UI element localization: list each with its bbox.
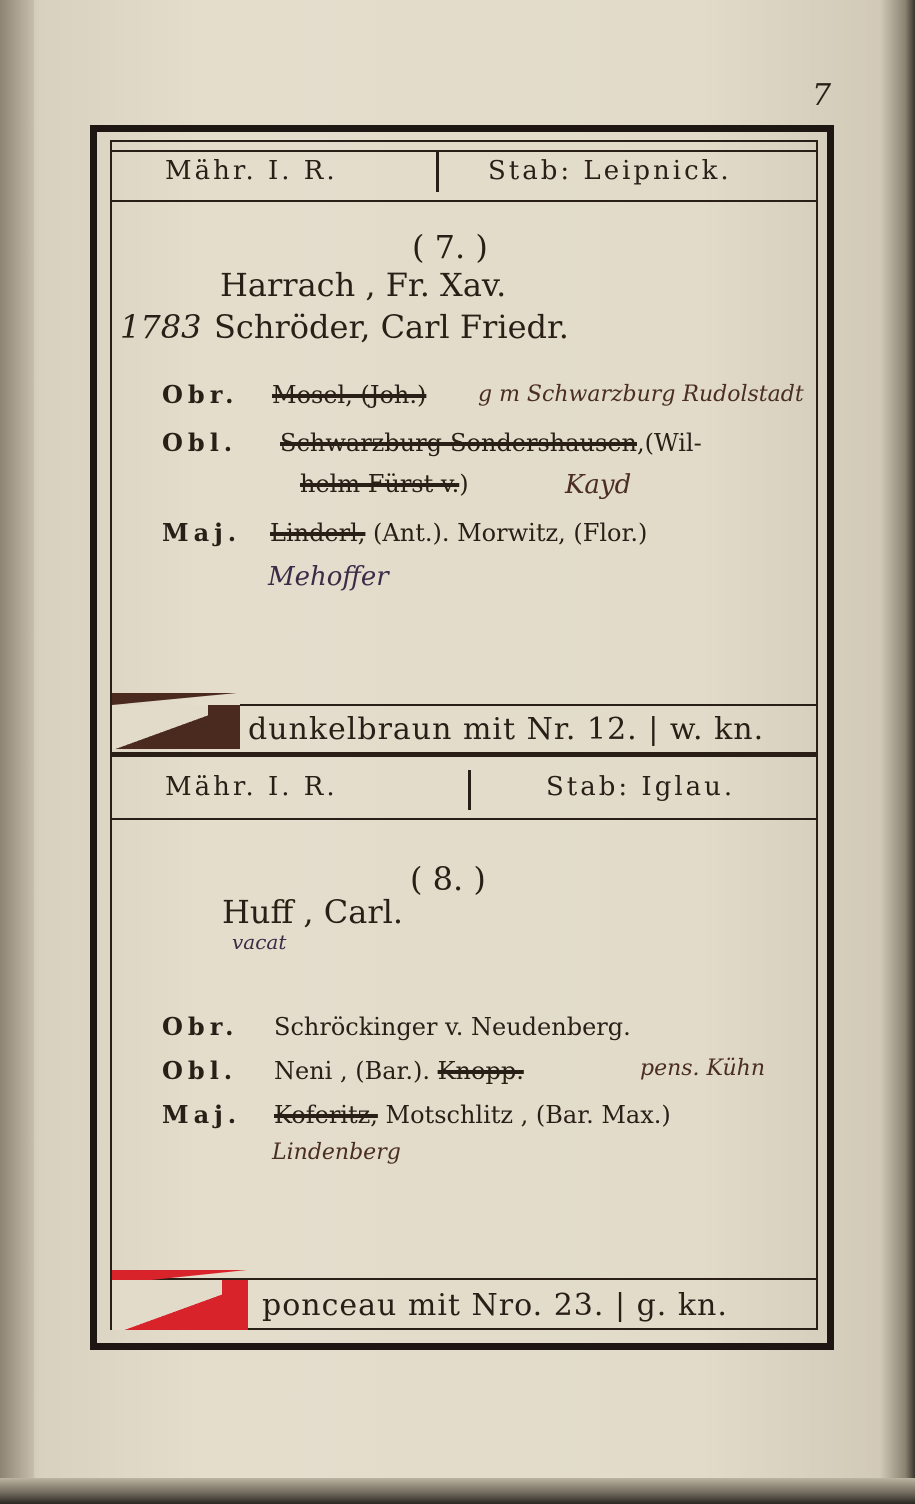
entry-8-obl-label: Obl. — [162, 1056, 238, 1085]
entry-8-number: ( 8. ) — [410, 860, 486, 898]
entry-8-staff: Stab: Iglau. — [546, 772, 736, 802]
entry-7-regiment: Mähr. I. R. — [165, 156, 338, 186]
page-gutter — [0, 0, 34, 1504]
page-bottom-edge — [0, 1478, 915, 1504]
entry-7-maj-handwritten: Mehoffer — [268, 562, 389, 592]
page-number: 7 — [812, 78, 832, 113]
entry-8-obr-rest: Schröckinger v. Neudenberg. — [274, 1013, 631, 1041]
entry-7-second-owner: Schröder, Carl Friedr. — [214, 308, 569, 346]
entry-7-number: ( 7. ) — [412, 228, 488, 266]
entry-8-maj-label: Maj. — [162, 1100, 242, 1129]
entry-8-maj-struck: Koferitz, — [274, 1101, 378, 1129]
entry-8-maj-row — [162, 1100, 671, 1129]
entry-8-obr-row — [162, 1012, 631, 1041]
entry-7-obr-row — [162, 380, 426, 409]
entry-7-year: 1783 — [120, 308, 202, 346]
entry-8-obl-row — [162, 1056, 524, 1085]
entry-7-header-rule-bottom — [110, 200, 818, 202]
entry-7-obl-row-2 — [300, 470, 469, 498]
entry-7-maj-struck: Linderl, — [270, 519, 366, 547]
entry-7-footer-rule-top — [240, 704, 818, 706]
entry-8-obl-handwritten: pens. Kühn — [640, 1056, 766, 1081]
entry-7-obr-label: Obr. — [162, 380, 239, 409]
entry-7-color-flag — [112, 693, 237, 705]
entry-7-obl-handwritten: Kayd — [565, 470, 632, 500]
entry-7-maj-label: Maj. — [162, 518, 242, 547]
entry-8-header-rule-bottom — [110, 818, 818, 820]
entry-7-obl-struck-2: helm Fürst v. — [300, 470, 460, 498]
entry-8-footer: ponceau mit Nro. 23. | g. kn. — [262, 1288, 728, 1323]
entry-7-maj-rest: (Ant.). Morwitz, (Flor.) — [365, 519, 648, 547]
entry-7-owner: Harrach , Fr. Xav. — [220, 266, 507, 304]
entry-7-obl-label: Obl. — [162, 428, 238, 457]
entry-7-obl-struck: Schwarzburg-Sondershausen — [280, 429, 637, 457]
entry-7-footer: dunkelbraun mit Nr. 12. | w. kn. — [248, 712, 765, 747]
entry-7-color-band-solid — [208, 705, 240, 749]
entry-8-owner: Huff , Carl. — [222, 893, 404, 931]
entry-8-maj-rest: Motschlitz , (Bar. Max.) — [377, 1101, 671, 1129]
entry-8-owner-handwritten: vacat — [232, 930, 287, 954]
entry-7-obl-rest-2: ) — [459, 470, 469, 498]
entry-8-obr-label: Obr. — [162, 1012, 239, 1041]
entry-8-header-divider — [468, 770, 471, 810]
entry-7-header-rule-top — [110, 150, 818, 152]
entry-8-obl-rest: Neni , (Bar.). — [274, 1057, 438, 1085]
entry-8-maj-handwritten: Lindenberg — [272, 1140, 401, 1165]
entry-8-color-band-solid — [222, 1280, 248, 1330]
entry-7-obr-handwritten: g m Schwarzburg Rudolstadt — [478, 382, 804, 407]
entry-7-obl-row — [162, 428, 702, 457]
entry-7-obl-rest: ,(Wil- — [636, 429, 702, 457]
entry-8-obl-struck: Knopp. — [437, 1057, 524, 1085]
entry-7-separator-thick — [110, 752, 818, 757]
entry-7-staff: Stab: Leipnick. — [488, 156, 732, 186]
entry-8-regiment: Mähr. I. R. — [165, 772, 338, 802]
entry-7-header-divider — [436, 150, 439, 192]
entry-7-maj-row — [162, 518, 647, 547]
entry-7-obr-struck: Mosel, (Joh.) — [272, 381, 427, 409]
